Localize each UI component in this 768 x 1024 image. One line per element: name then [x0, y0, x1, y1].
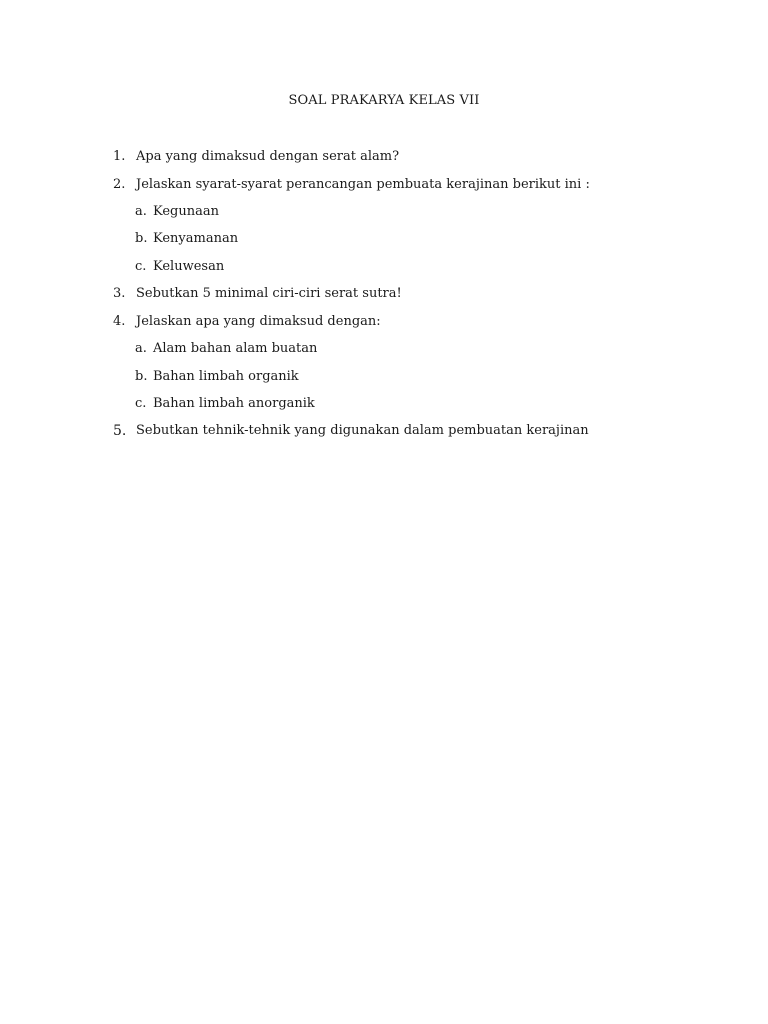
option-letter: b.	[135, 369, 148, 384]
option-text: Bahan limbah anorganik	[153, 396, 315, 411]
question-text: Jelaskan apa yang dimaksud dengan:	[136, 314, 381, 329]
question-number: 1.	[113, 149, 126, 164]
option-letter: c.	[135, 259, 147, 274]
option-letter: a.	[135, 204, 147, 219]
question-text: Jelaskan syarat-syarat perancangan pembuata kerajinan berikut ini :	[136, 177, 590, 192]
question-number: 2.	[113, 177, 126, 192]
option-letter: a.	[135, 341, 147, 356]
question-text: Apa yang dimaksud dengan serat alam?	[136, 149, 400, 164]
option-letter: c.	[135, 396, 147, 411]
question-text: Sebutkan tehnik-tehnik yang digunakan dalam pembuatan kerajinan	[136, 423, 589, 438]
question-number: 5.	[113, 423, 127, 439]
option-text: Keluwesan	[153, 259, 225, 274]
question-text: Sebutkan 5 minimal ciri-ciri serat sutra!	[136, 286, 402, 301]
option-text: Alam bahan alam buatan	[153, 341, 318, 356]
option-text: Kegunaan	[153, 204, 219, 219]
option-letter: b.	[135, 231, 148, 246]
question-number: 3.	[113, 286, 126, 301]
question-number: 4.	[113, 314, 126, 329]
document-title: SOAL PRAKARYA KELAS VII	[288, 93, 480, 108]
option-text: Bahan limbah organik	[153, 369, 299, 384]
option-text: Kenyamanan	[153, 231, 239, 246]
